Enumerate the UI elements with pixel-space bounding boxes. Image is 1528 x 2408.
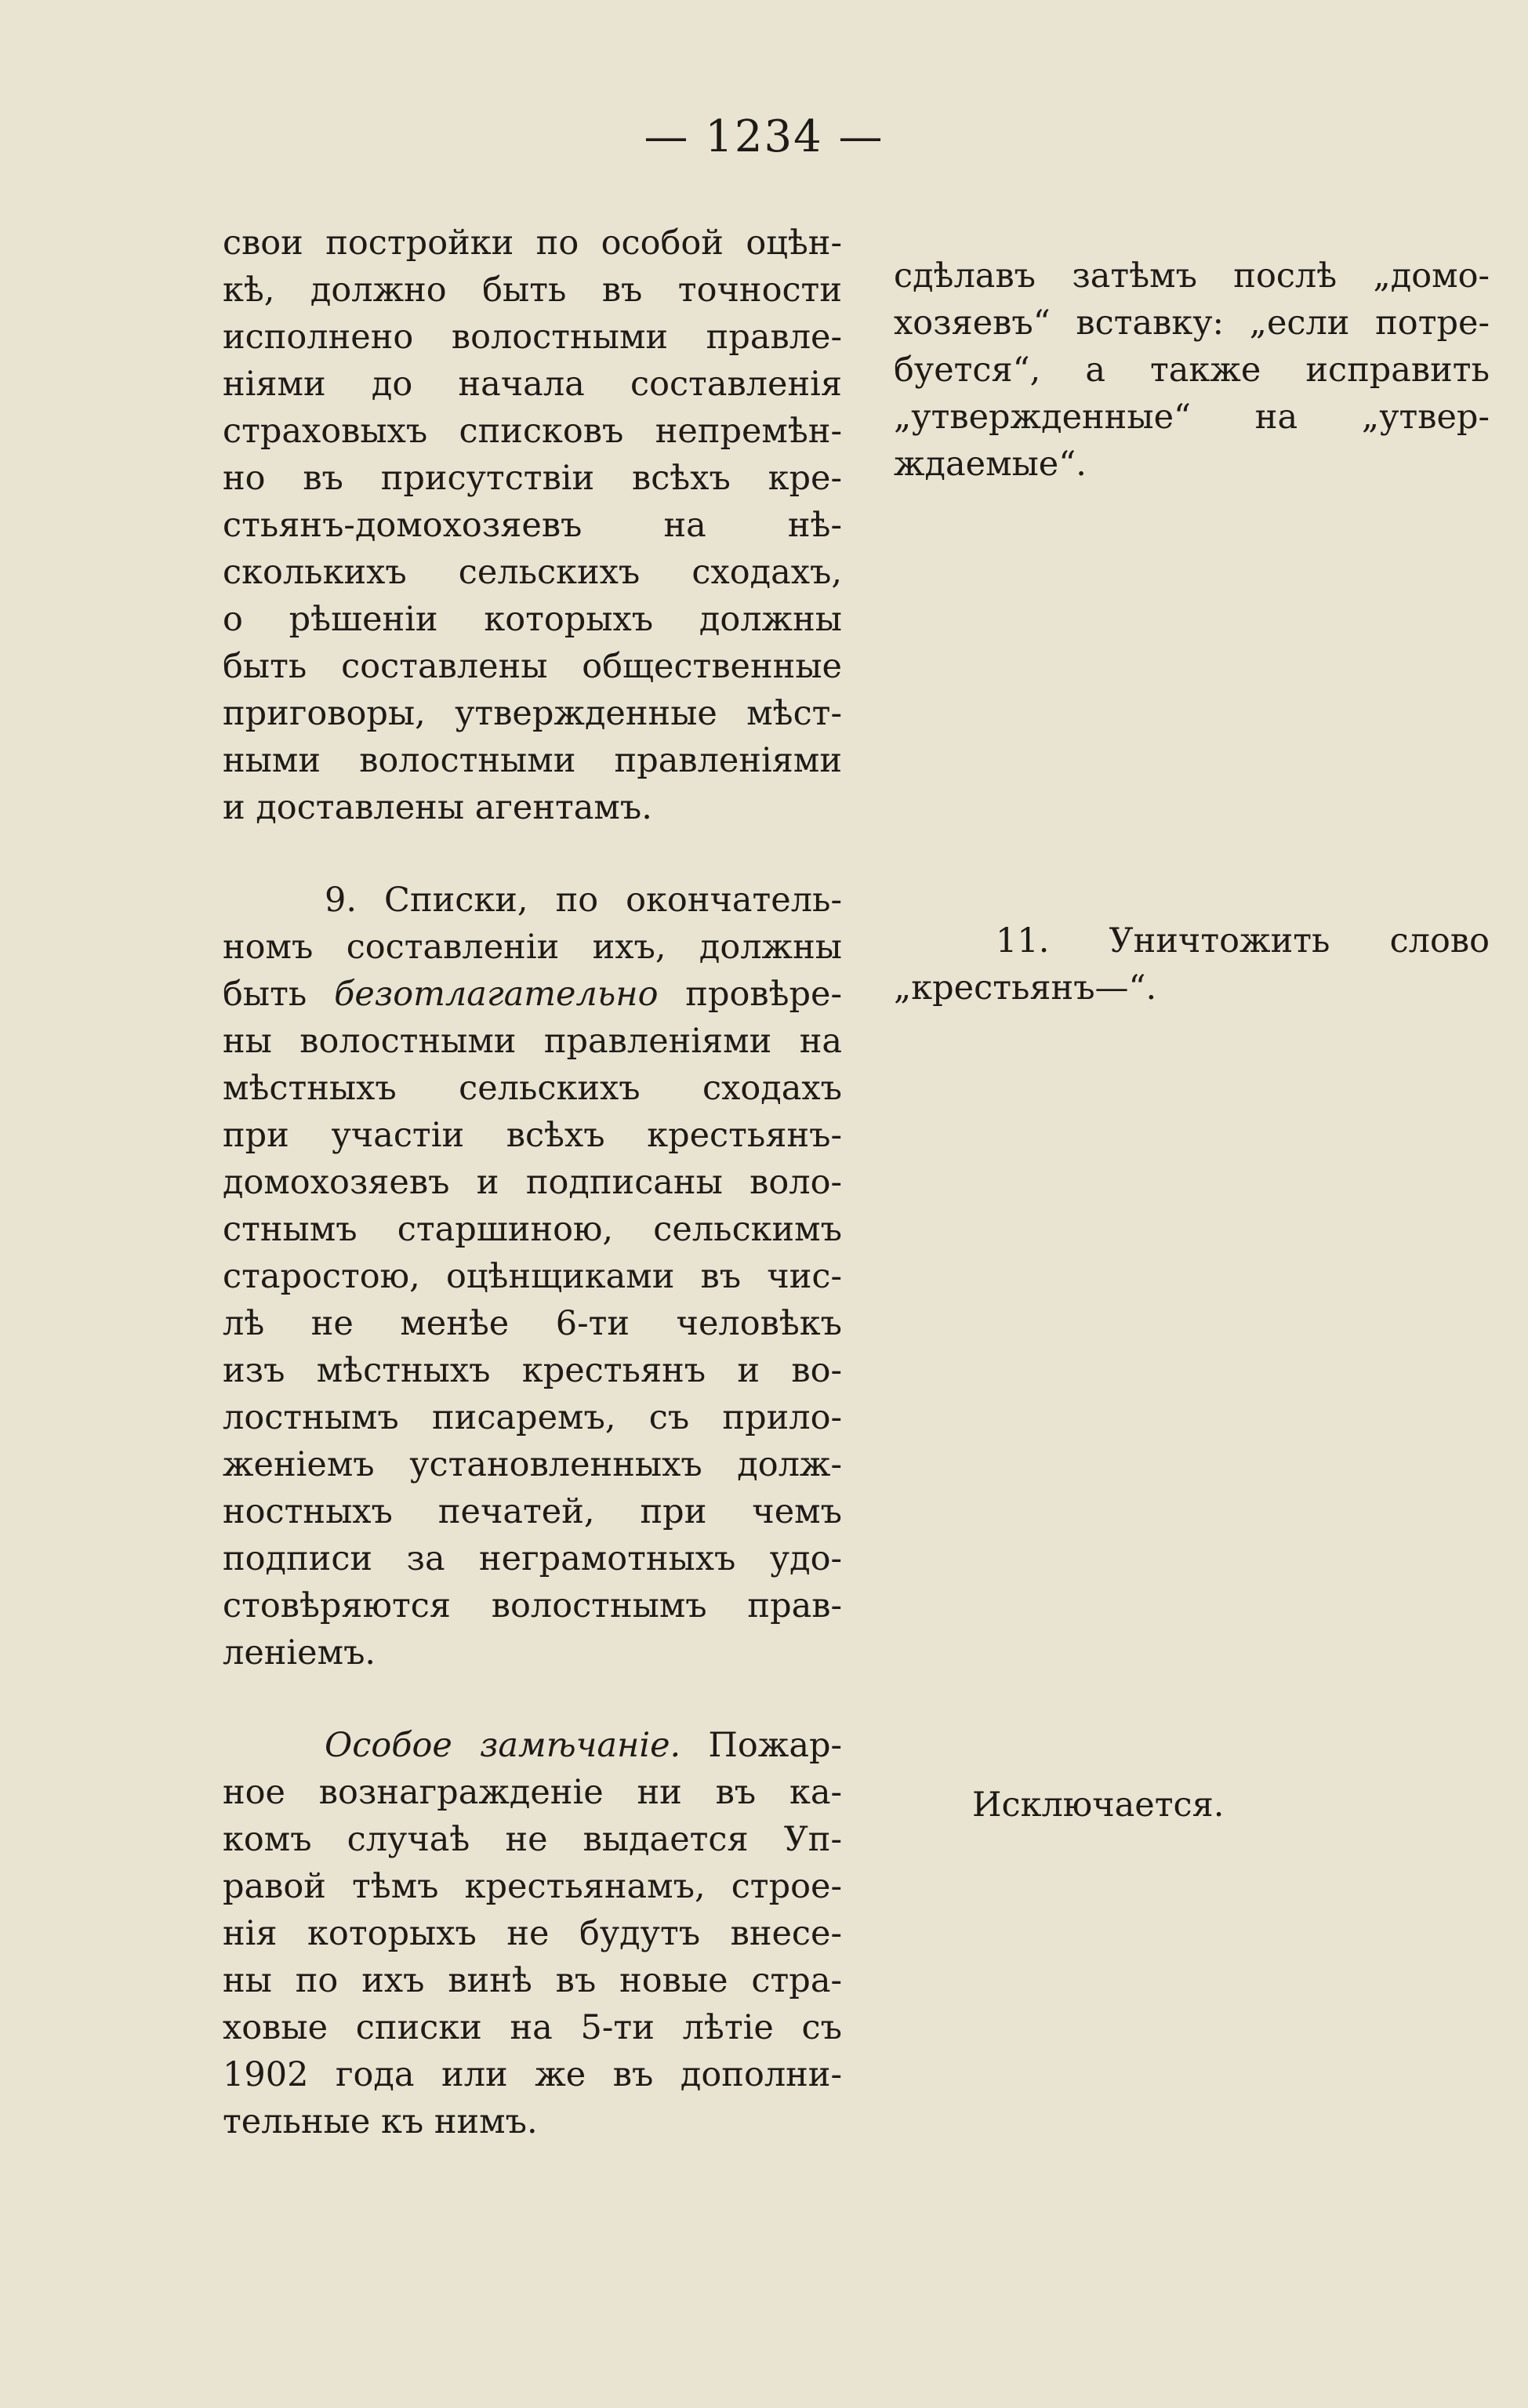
amendment-8 <box>894 252 1490 488</box>
text-line: ніями до начала составленія <box>223 365 842 404</box>
text-line: лѣ не менѣе 6-ти человѣкъ <box>223 1304 842 1343</box>
text-line: стнымъ старшиною, сельскимъ <box>223 1210 842 1249</box>
text-line: стовѣряются волостнымъ прав- <box>223 1586 842 1625</box>
text-fragment <box>681 1726 708 1765</box>
text-line: буется“, а также исправить <box>894 350 1490 390</box>
text-line: свои постройки по особой оцѣн- <box>223 223 842 263</box>
text-line: страховыхъ списковъ непремѣн- <box>223 412 842 451</box>
text-line: ностныхъ печатей, при чемъ <box>223 1492 842 1531</box>
text-line: леніемъ. <box>223 1633 376 1673</box>
text-line: исполнено волостными правле- <box>223 318 842 357</box>
text-line: комъ случаѣ не выдается Уп- <box>223 1820 842 1859</box>
text-line: сдѣлавъ затѣмъ послѣ „домо- <box>894 256 1490 296</box>
paragraph-9-first-line: 9. Списки, по окончатель- <box>325 881 842 920</box>
excluded-note: Исключается. <box>972 1785 1225 1825</box>
text-line <box>223 971 842 1018</box>
text-line: домохозяевъ и подписаны воло- <box>223 1163 842 1202</box>
left-column <box>223 220 842 2185</box>
text-line: подписи за неграмотныхъ удо- <box>223 1539 842 1578</box>
text-line: кѣ, должно быть въ точности <box>223 271 842 310</box>
text-line: лостнымъ писаремъ, съ прило- <box>223 1398 842 1437</box>
italic-emphasis: безотлагательно <box>334 975 659 1014</box>
text-line: ное вознагражденіе ни въ ка- <box>223 1773 842 1812</box>
text-line: ными волостными правленіями <box>223 741 842 780</box>
text-line: и доставлены агентамъ. <box>223 788 652 827</box>
text-line: ны волостными правленіями на <box>223 1022 842 1061</box>
text-line: ждаемые“. <box>894 445 1087 484</box>
paragraph-9 <box>223 877 842 1676</box>
text-line: ны по ихъ винѣ въ новые стра- <box>223 1961 842 2000</box>
paragraph-8-continuation <box>223 220 842 831</box>
amendment-11-first-line: 11. Уничтожить слово <box>996 921 1490 961</box>
text-fragment: Пожар- <box>708 1726 843 1765</box>
special-note <box>223 1722 842 2145</box>
text-line: номъ составленіи ихъ, должны <box>223 928 842 967</box>
text-line: ховые списки на 5-ти лѣтіе съ <box>223 2008 842 2047</box>
text-line: о рѣшеніи которыхъ должны <box>223 600 842 639</box>
text-line: сколькихъ сельскихъ сходахъ, <box>223 553 842 592</box>
text-line: 1902 года или же въ дополни- <box>223 2055 842 2094</box>
text-fragment: провѣре- <box>658 975 843 1014</box>
text-line: „утвержденные“ на „утвер- <box>894 398 1490 437</box>
text-line: „крестьянъ—“. <box>894 968 1157 1008</box>
right-column <box>894 252 1490 488</box>
text-line: при участіи всѣхъ крестьянъ- <box>223 1116 842 1155</box>
text-line: приговоры, утвержденные мѣст- <box>223 694 842 733</box>
text-line: мѣстныхъ сельскихъ сходахъ <box>223 1069 842 1108</box>
text-line: стьянъ-домохозяевъ на нѣ- <box>223 506 842 545</box>
amendment-11 <box>894 917 1490 1012</box>
text-line: старостою, оцѣнщиками въ чис- <box>223 1257 842 1296</box>
text-line: но въ присутствіи всѣхъ кре- <box>223 459 842 498</box>
special-note-first-line <box>223 1722 842 1769</box>
text-line: тельные къ нимъ. <box>223 2102 538 2141</box>
text-line: быть составлены общественные <box>223 647 842 686</box>
text-line: нія которыхъ не будутъ внесе- <box>223 1914 842 1953</box>
text-line: женіемъ установленныхъ долж- <box>223 1445 842 1484</box>
text-fragment: быть <box>223 975 335 1014</box>
text-line: хозяевъ“ вставку: „если потре- <box>894 303 1490 343</box>
text-line: равой тѣмъ крестьянамъ, строе- <box>223 1867 842 1906</box>
special-note-heading: Особое замѣчаніе. <box>325 1726 681 1765</box>
page-number: — 1234 — <box>644 111 884 162</box>
text-line: изъ мѣстныхъ крестьянъ и во- <box>223 1351 842 1390</box>
